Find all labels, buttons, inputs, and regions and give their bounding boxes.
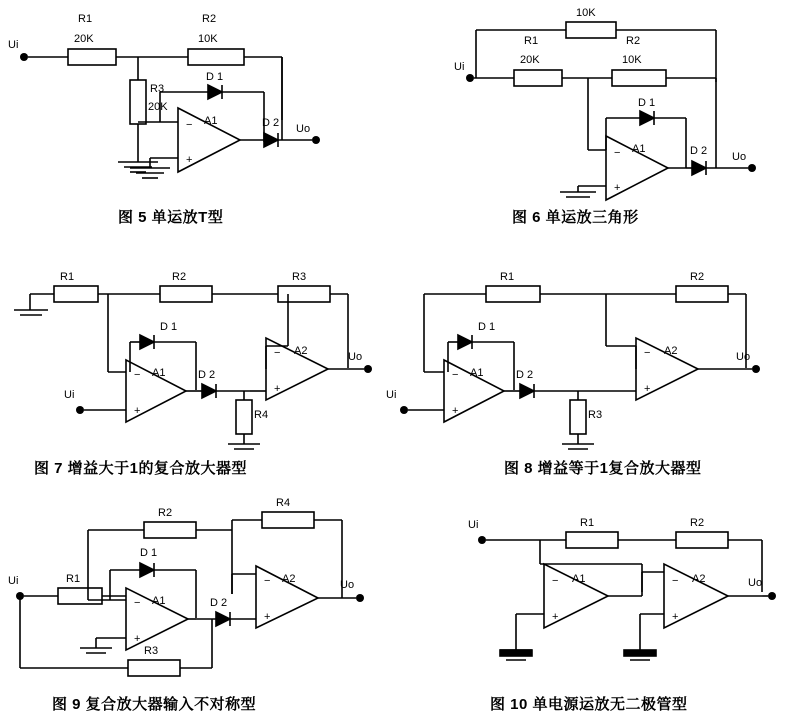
- fig5-ui-label: Ui: [8, 39, 19, 51]
- fig5-r3-value: 20K: [148, 101, 168, 113]
- fig9-a1-noninverting-sign: +: [134, 633, 141, 645]
- fig9-a2-inverting-sign: −: [264, 575, 271, 587]
- fig8-uo-label: Uo: [736, 351, 751, 363]
- fig10-a2-label: A2: [692, 573, 706, 585]
- fig6-r1-value: 20K: [520, 54, 540, 66]
- fig6-d1-label: D 1: [638, 97, 656, 109]
- fig6-uo-label: Uo: [732, 151, 747, 163]
- figure-6: [396, 0, 786, 200]
- fig7-a2-label: A2: [294, 345, 308, 357]
- figure-5: [0, 0, 390, 200]
- fig6-noninverting-sign: +: [614, 182, 621, 194]
- fig5-r2-value: 10K: [198, 33, 218, 45]
- fig5-r3-label: R3: [150, 83, 165, 95]
- fig6-r3-value: 10K: [576, 7, 596, 19]
- figure-10: [396, 508, 786, 688]
- fig9-a1-label: A1: [152, 595, 166, 607]
- fig9-a2-noninverting-sign: +: [264, 611, 271, 623]
- fig8-a2-inverting-sign: −: [644, 347, 651, 359]
- fig9-d1-label: D 1: [140, 547, 158, 559]
- fig9-uo-label: Uo: [340, 579, 355, 591]
- fig5-uo-label: Uo: [296, 123, 311, 135]
- fig8-a1-noninverting-sign: +: [452, 405, 459, 417]
- figure-7-caption: 图 7 增益大于1的复合放大器型: [34, 460, 248, 477]
- figure-6-caption: 图 6 单运放三角形: [512, 209, 639, 226]
- fig9-ui-label: Ui: [8, 575, 19, 587]
- fig9-d2-label: D 2: [210, 597, 228, 609]
- fig5-d1-label: D 1: [206, 71, 224, 83]
- fig8-a2-noninverting-sign: +: [644, 383, 651, 395]
- fig10-a2-inverting-sign: −: [672, 575, 679, 587]
- fig10-a1-noninverting-sign: +: [552, 611, 559, 623]
- fig6-r1-label: R1: [524, 35, 539, 47]
- fig9-a2-label: A2: [282, 573, 296, 585]
- fig7-a1-label: A1: [152, 367, 166, 379]
- fig9-r1-label: R1: [66, 573, 81, 585]
- fig10-a1-label: A1: [572, 573, 586, 585]
- fig8-a1-inverting-sign: −: [452, 369, 459, 381]
- figure-9-caption: 图 9 复合放大器输入不对称型: [52, 696, 257, 713]
- figure-8-caption: 图 8 增益等于1复合放大器型: [504, 460, 702, 477]
- fig7-r2-label: R2: [172, 271, 187, 283]
- fig7-a2-noninverting-sign: +: [274, 383, 281, 395]
- fig10-a1-inverting-sign: −: [552, 575, 559, 587]
- fig5-r1-label: R1: [78, 13, 93, 25]
- fig8-d1-label: D 1: [478, 321, 496, 333]
- fig9-r4-label: R4: [276, 497, 291, 509]
- fig7-d2-label: D 2: [198, 369, 216, 381]
- figure-9: [0, 497, 390, 688]
- fig8-r1-label: R1: [500, 271, 515, 283]
- fig10-ui-label: Ui: [468, 519, 479, 531]
- fig6-d2-label: D 2: [690, 145, 708, 157]
- fig6-a1-label: A1: [632, 143, 646, 155]
- figure-5-caption: 图 5 单运放T型: [118, 209, 224, 226]
- fig9-r2-label: R2: [158, 507, 173, 519]
- figure-10-caption: 图 10 单电源运放无二极管型: [490, 696, 688, 713]
- fig5-noninverting-sign: +: [186, 154, 193, 166]
- fig8-a1-label: A1: [470, 367, 484, 379]
- fig9-r3-label: R3: [144, 645, 159, 657]
- fig10-uo-label: Uo: [748, 577, 763, 589]
- fig6-inverting-sign: −: [614, 147, 621, 159]
- fig7-uo-label: Uo: [348, 351, 363, 363]
- fig7-a1-noninverting-sign: +: [134, 405, 141, 417]
- fig5-r2-label: R2: [202, 13, 217, 25]
- fig5-inverting-sign: −: [186, 119, 193, 131]
- fig8-r2-label: R2: [690, 271, 705, 283]
- fig5-a1-label: A1: [204, 115, 218, 127]
- fig7-ui-label: Ui: [64, 389, 75, 401]
- fig10-r1-label: R1: [580, 517, 595, 529]
- fig8-ui-label: Ui: [386, 389, 397, 401]
- fig8-a2-label: A2: [664, 345, 678, 357]
- fig5-r1-value: 20K: [74, 33, 94, 45]
- fig7-r1-label: R1: [60, 271, 75, 283]
- figure-8: [386, 271, 786, 452]
- fig7-a2-inverting-sign: −: [274, 347, 281, 359]
- fig9-a1-inverting-sign: −: [134, 597, 141, 609]
- fig10-a2-noninverting-sign: +: [672, 611, 679, 623]
- fig6-ui-label: Ui: [454, 61, 465, 73]
- figure-7: [0, 272, 390, 452]
- fig10-r2-label: R2: [690, 517, 705, 529]
- fig7-r3-label: R3: [292, 271, 307, 283]
- fig6-r2-value: 10K: [622, 54, 642, 66]
- fig8-r3-label: R3: [588, 409, 603, 421]
- fig5-d2-label: D 2: [262, 117, 280, 129]
- fig6-r2-label: R2: [626, 35, 641, 47]
- fig8-d2-label: D 2: [516, 369, 534, 381]
- fig7-a1-inverting-sign: −: [134, 369, 141, 381]
- fig7-d1-label: D 1: [160, 321, 178, 333]
- fig7-r4-label: R4: [254, 409, 269, 421]
